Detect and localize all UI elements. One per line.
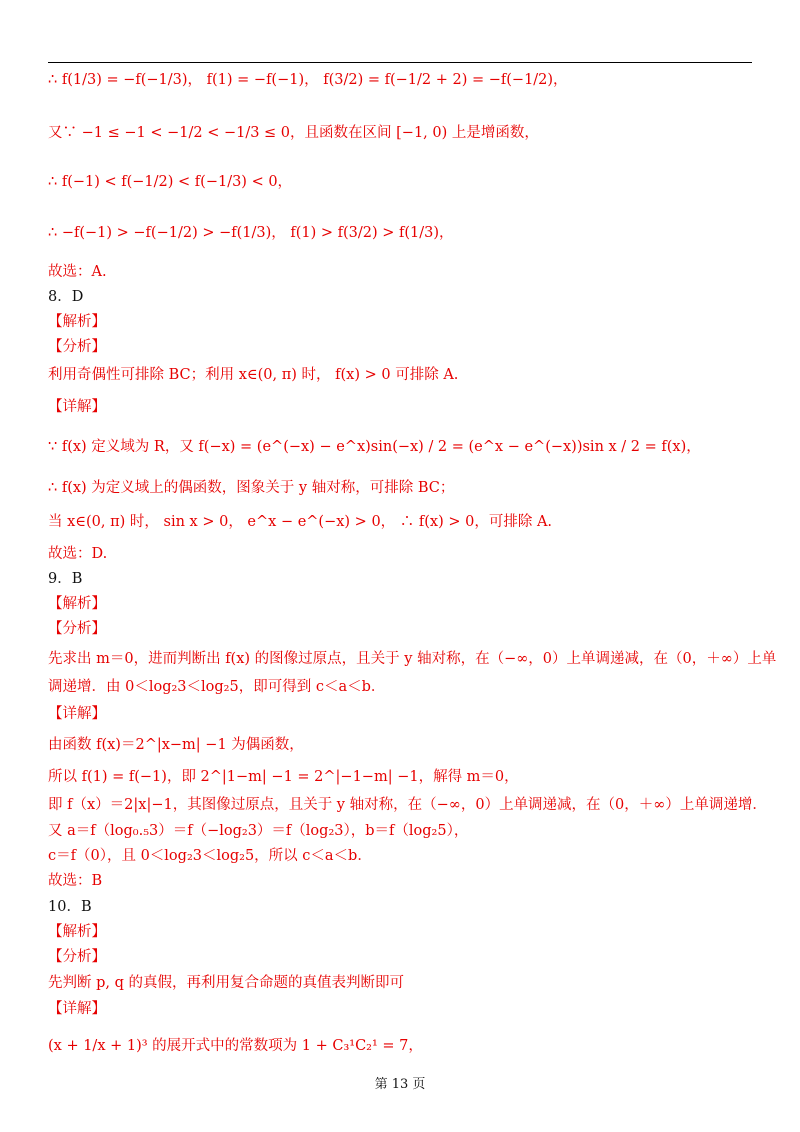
solution-line: 先求出 m＝0，进而判断出 f(x) 的图像过原点，且关于 y 轴对称，在（−∞，0）上单调递减，在（0，＋∞）上单 <box>48 651 777 667</box>
solution-line: ∴ f(−1) < f(−1/2) < f(−1/3) < 0， <box>48 174 293 190</box>
top-rule <box>48 62 752 63</box>
section-tag: 【解析】 <box>48 596 106 612</box>
section-tag: 【详解】 <box>48 1001 106 1017</box>
answer-number: 10．B <box>48 899 92 915</box>
solution-line: 先判断 p, q 的真假，再利用复合命题的真值表判断即可 <box>48 975 404 991</box>
section-tag: 【解析】 <box>48 314 106 330</box>
solution-line: c＝f（0），且 0＜log₂3＜log₂5，所以 c＜a＜b． <box>48 848 372 864</box>
section-tag: 【详解】 <box>48 706 106 722</box>
solution-line: 即 f（x）＝2|x|−1，其图像过原点，且关于 y 轴对称，在（−∞，0）上单调递减，在（0，＋∞）上单调递增． <box>48 797 767 813</box>
answer-number: 8．D <box>48 289 84 305</box>
solution-line: ∵ f(x) 定义域为 R，又 f(−x) = (e^(−x) − e^x)sin(−x) / 2 = (e^x − e^(−x))sin x / 2 = f(x)， <box>48 439 701 455</box>
solution-line: 利用奇偶性可排除 BC；利用 x∈(0, π) 时， f(x) > 0 可排除 A. <box>48 367 459 383</box>
solution-line: 当 x∈(0, π) 时， sin x > 0， e^x − e^(−x) > 0， ∴ f(x) > 0，可排除 A. <box>48 514 553 530</box>
section-tag: 【分析】 <box>48 621 106 637</box>
solution-line: 故选：B <box>48 873 103 889</box>
section-tag: 【分析】 <box>48 339 106 355</box>
answer-number: 9．B <box>48 571 83 587</box>
solution-line: 又∵ −1 ≤ −1 < −1/2 < −1/3 ≤ 0，且函数在区间 [−1, 0) 上是增函数， <box>48 125 539 141</box>
solution-line: ∴ f(x) 为定义域上的偶函数，图象关于 y 轴对称，可排除 BC； <box>48 480 455 496</box>
solution-line: 又 a＝f（log₀.₅3）＝f（−log₂3）＝f（log₂3），b＝f（log₂5）， <box>48 823 469 839</box>
solution-line: (x + 1/x + 1)³ 的展开式中的常数项为 1 + C₃¹C₂¹ = 7， <box>48 1038 423 1054</box>
solution-line: 故选：A. <box>48 264 107 280</box>
page-footer: 第 13 页 <box>374 1077 426 1092</box>
solution-line: 故选：D. <box>48 546 108 562</box>
section-tag: 【详解】 <box>48 399 106 415</box>
section-tag: 【解析】 <box>48 924 106 940</box>
solution-line: 所以 f(1) = f(−1)，即 2^|1−m| −1 = 2^|−1−m| −1，解得 m＝0， <box>48 769 519 785</box>
section-tag: 【分析】 <box>48 949 106 965</box>
solution-line: 由函数 f(x)＝2^|x−m| −1 为偶函数， <box>48 737 304 753</box>
solution-line: ∴ −f(−1) > −f(−1/2) > −f(1/3)， f(1) > f(3/2) > f(1/3)， <box>48 225 454 241</box>
solution-line: ∴ f(1/3) = −f(−1/3)， f(1) = −f(−1)， f(3/2) = f(−1/2 + 2) = −f(−1/2)， <box>48 72 568 88</box>
solution-line: 调递增．由 0＜log₂3＜log₂5，即可得到 c＜a＜b． <box>48 679 386 695</box>
